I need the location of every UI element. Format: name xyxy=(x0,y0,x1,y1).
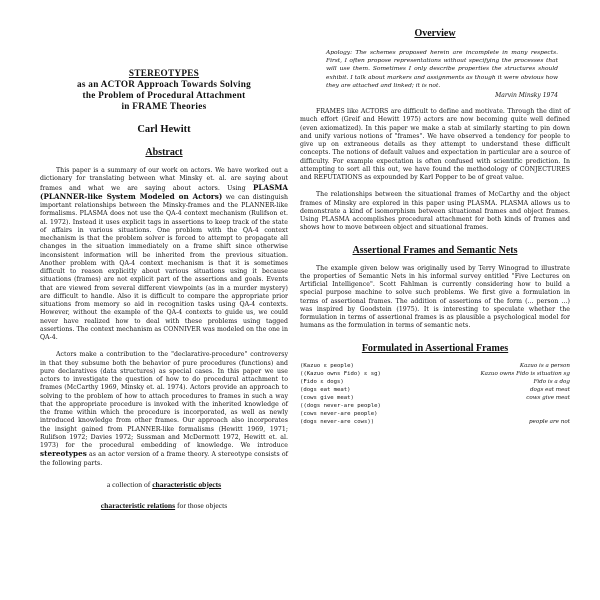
code-row xyxy=(300,394,570,402)
frames-paragraph: FRAMES like ACTORS are difficult to define and motivate. Through the dint of much effort (Greif and Hewitt 1975) actors are now becoming quite well defined (even axiomatized). In this paper we make a stab at similarly starting to pin down and unify various notions of "frames". We have observed a tendency for people to give up on extraneous details as they attempt to understand these difficult concepts. The notions of default values and expectation in particular are a source of difficulty. For example expectation is often confused with scientific prediction. In attempting to sort all this out, we have found the methodology of CONJECTURES and REFUTATIONS as expounded by Karl Popper to be of great value. xyxy=(300,108,570,182)
code-assertion: (cows never-are people) xyxy=(300,410,378,417)
title-line-4: in FRAME Theories xyxy=(121,101,207,111)
semantic-nets-heading: Assertional Frames and Semantic Nets xyxy=(352,244,518,256)
code-row xyxy=(300,418,570,426)
right-column xyxy=(300,0,570,426)
code-comment: Kazuo owns Fido is situation sg xyxy=(480,370,570,377)
actors-text-1: Actors make a contribution to the "declarative-procedure" controversy in that they subsume both the behavior of pure procedures (functions) and pure declaratives (data structures) as special cases. In this paper we use actors to investigate the question of how to do procedural attachment to frames (McCarthy 1969, Minsky et. al. 1974). Actors provide an approach to solving to the problem of how to attach procedures to frames in such a way that the appropriate procedure is invoked with the inherited knowledge of the frame within which the procedure is incorporated, as well as newly introduced knowledge from other frames. Our approach also incorporates the insight gained from PLANNER-like formalisms (Hewitt 1969, 1971; Rulifson 1972; Davies 1972; Sussman and McDermott 1972, Hewitt et. al. 1973) for the procedural embedding of knowledge. We introduce xyxy=(40,351,288,449)
title-line-3: the Problem of Procedural Attachment xyxy=(82,90,246,100)
code-comment: dogs eat meat xyxy=(529,386,570,393)
code-comment: Fido is a dog xyxy=(533,378,570,385)
overview-heading: Overview xyxy=(414,28,456,39)
abstract-heading: Abstract xyxy=(145,147,183,158)
quote-attribution: Marvin Minsky 1974 xyxy=(495,92,558,100)
left-column xyxy=(40,0,288,510)
code-comment: Kazuo is a person xyxy=(519,362,570,369)
code-assertion: (cows give meat) xyxy=(300,394,354,401)
formulation-heading: Formulated in Assertional Frames xyxy=(361,342,509,354)
code-assertion: ((dogs never-are people) xyxy=(300,402,381,409)
winograd-paragraph: The example given below was originally used by Terry Winograd to illustrate the properties of Semantic Nets in his informal survey entitled "Five Lectures on Artificial Intelligence". Scott Fahlman is currently considering how to build a special purpose machine to solve such problems. We first give a formulation in terms of assertional frames. The addition of assertions of the form (... person ...) was inspired by Goodstein (1975). It is interesting to speculate whether the formulation in terms of assertional frames is as plausible a psychological model for humans as the formulation in terms of semantic nets. xyxy=(300,264,570,330)
assertion-code-block xyxy=(300,362,570,426)
code-row xyxy=(300,402,570,410)
plasma-term: PLASMA (PLANNER-like System Modeled on Actors) xyxy=(40,182,288,201)
code-assertion: (dogs never-are cows)) xyxy=(300,418,375,425)
code-assertion: ((Kazuo owns Fido) ε sg) xyxy=(300,370,381,377)
list-item-objects xyxy=(40,480,288,489)
code-assertion: (Fido ε dogs) xyxy=(300,378,344,385)
title-line-2: as an ACTOR Approach Towards Solving xyxy=(76,79,252,89)
code-comment: cows give meat xyxy=(526,394,570,401)
title-line-1: STEREOTYPES xyxy=(128,68,200,78)
actors-paragraph xyxy=(40,351,288,468)
list-item-relations-suffix: for those objects xyxy=(175,500,228,510)
minsky-quote: Apology: The schemes proposed herein are incomplete in many respects. First, I often propose representations without specifying the processes that will use them. Sometimes I only describe properties the structures should exhibit. I talk about markers and assignments as though it were obvious how they are attached and linked; it is not. xyxy=(326,50,558,89)
list-item-relations xyxy=(40,501,288,510)
code-row xyxy=(300,410,570,418)
code-row xyxy=(300,386,570,394)
relationships-paragraph: The relationships between the situational frames of McCarthy and the object frames of Minsky are explored in this paper using PLASMA. PLASMA allows us to demonstrate a kind of isomorphism between situational frames and object frames. Using PLASMA accomplishes procedural attachment for both kinds of frames and shows how to move between object and situational frames. xyxy=(300,191,570,232)
author-name: Carl Hewitt xyxy=(137,124,191,135)
code-row xyxy=(300,378,570,386)
actors-text-2: as an actor version of a frame theory. A stereotype consists of the following parts. xyxy=(40,451,288,467)
code-row xyxy=(300,362,570,370)
code-assertion: (Kazuo ε people) xyxy=(300,362,354,369)
stereotypes-term: stereotypes xyxy=(40,449,87,459)
code-comment: people are not xyxy=(528,418,570,425)
paper-title xyxy=(40,68,288,112)
characteristic-relations-term: characteristic relations xyxy=(100,500,176,510)
abstract-paragraph xyxy=(40,167,288,342)
code-assertion: (dogs eat meat) xyxy=(300,386,351,393)
list-item-objects-prefix: a collection of xyxy=(106,479,153,489)
abstract-text-1: This paper is a summary of our work on actors. We have worked out a dictionary for translating between what Minsky et. al. are saying about frames and what we are saying about actors. Using xyxy=(40,167,288,192)
abstract-text-2: we can distinguish important relationships between the Minsky-frames and the PLANNER-like formalisms. PLASMA does not use the QA-4 context mechanism (Rulifson et. al. 1972). Instead it uses explicit tags in assertions to keep track of the state of affairs in various situations. One problem with the QA-4 context mechanism is that the problem solver is forced to attempt to propagate all changes in the situation immediately on a frame shift since otherwise inconsistent information will be inherited from the previous situation. Another problem with QA-4 context mechanism is that it is sometimes difficult to reason explicitly about various situations using it because situations (frames) are not explicit part of the assertions and goals. Events that are viewed from several different viewpoints (as in a murder mystery) are difficult to handle. Also it is difficult to compare the appropriate prior situations from memory so aid in recognition tasks using QA-4 contexts. However, without the example of the QA-4 contexts to guide us, we could never have realized how to deal with these problems using tagged assertions. The context mechanism as CONNIVER was modeled on the one in QA-4. xyxy=(40,193,288,341)
characteristic-objects-term: characteristic objects xyxy=(152,479,222,489)
code-row xyxy=(300,370,570,378)
